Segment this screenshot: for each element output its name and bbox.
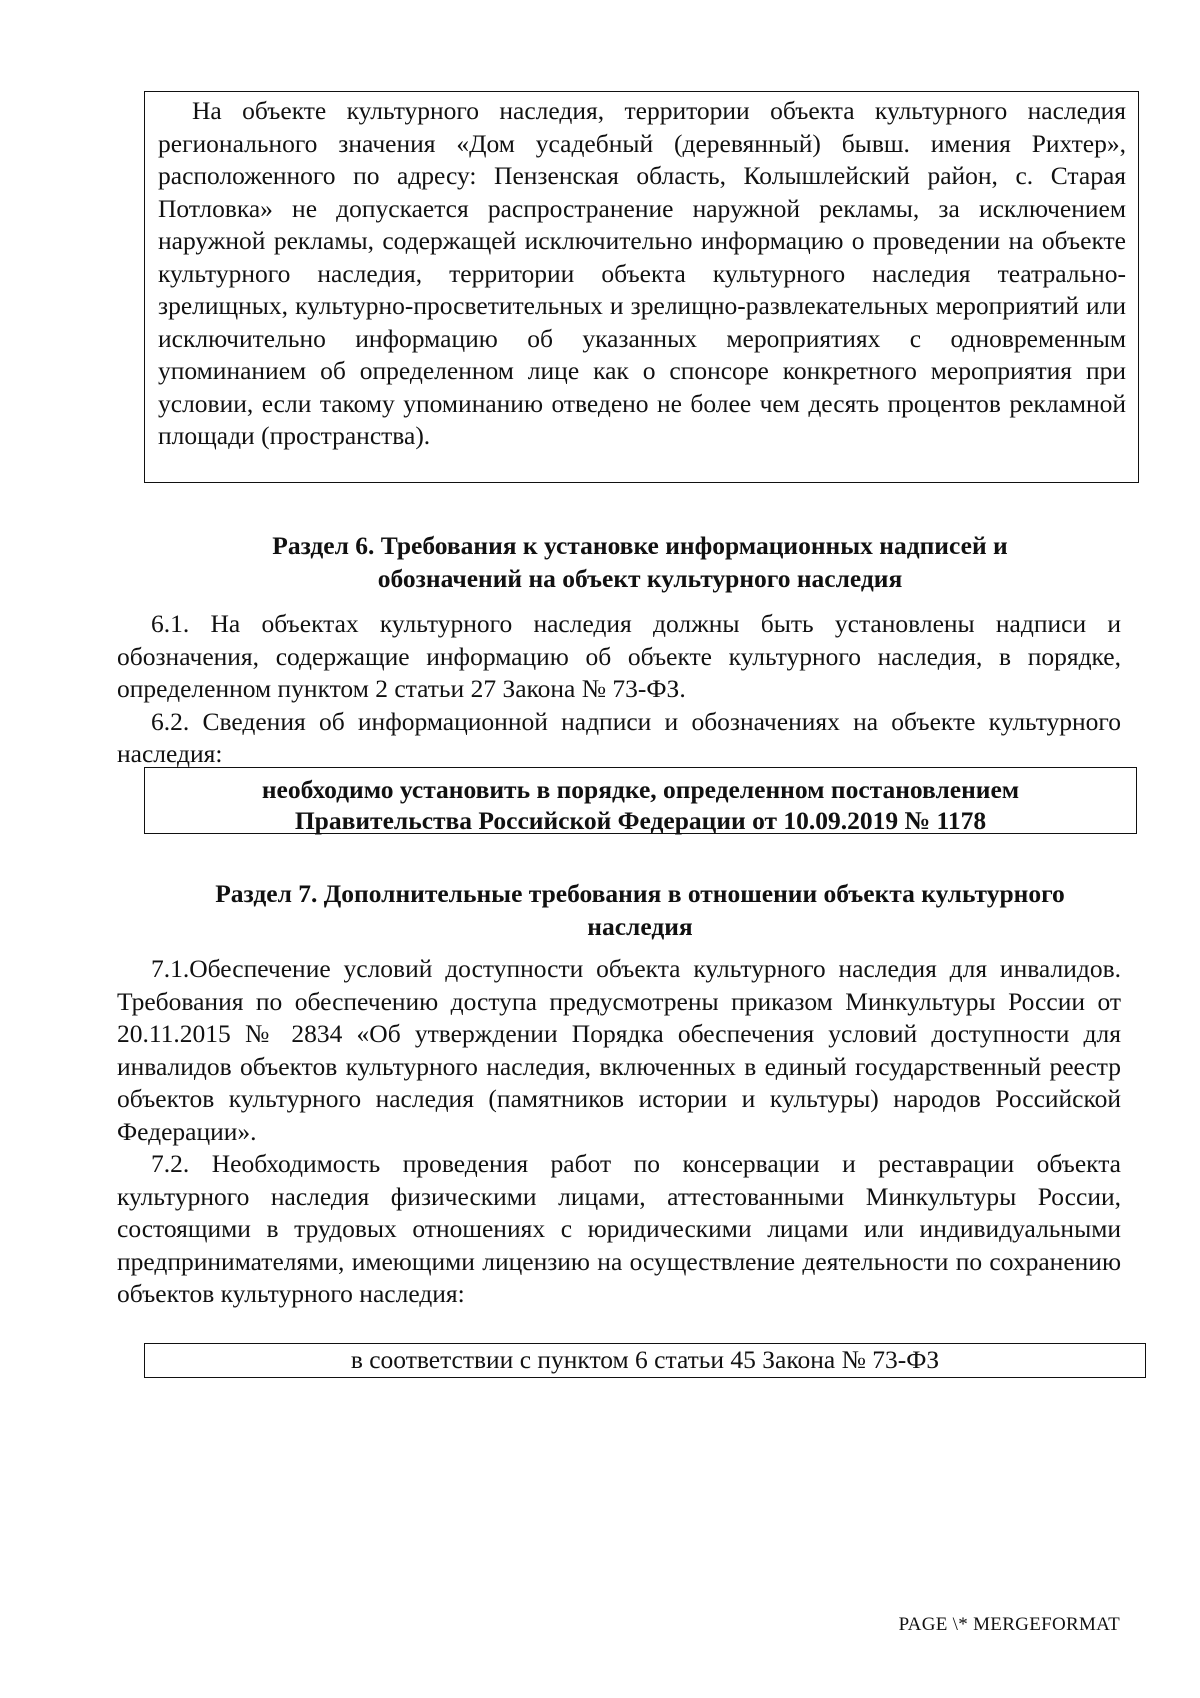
section-7-heading xyxy=(140,877,1140,943)
section-6-heading-line1: Раздел 6. Требования к установке информационных надписей и xyxy=(272,531,1008,560)
advertising-restriction-box xyxy=(144,91,1139,483)
paragraph-7-1: 7.1.Обеспечение условий доступности объекта культурного наследия для инвалидов. Требования по обеспечению доступа предусмотрены приказом Минкультуры России от 20.11.2015 № 2834 «Об утверждении Порядка обеспечения условий доступности для инвалидов объектов культурного наследия, включенных в единый государственный реестр объектов культурного наследия (памятников истории и культуры) народов Российской Федерации». xyxy=(117,954,1121,1146)
paragraph-7-2: 7.2. Необходимость проведения работ по консервации и реставрации объекта культурного наследия физическими лицами, аттестованными Минкультуры России, состоящими в трудовых отношениях с юридическими лицами или индивидуальными предпринимателями, имеющими лицензию на осуществление деятельности по сохранению объектов культурного наследия: xyxy=(117,1149,1121,1308)
section-7-body xyxy=(117,953,1121,1311)
inscription-requirement-box xyxy=(144,767,1137,834)
conservation-requirement-box xyxy=(144,1343,1146,1378)
inscription-requirement-line1: необходимо установить в порядке, определенном постановлением xyxy=(261,775,1020,804)
section-6-heading-line2: обозначений на объект культурного наследия xyxy=(377,564,903,593)
section-7-heading-line2: наследия xyxy=(587,912,693,941)
page-footer-field: PAGE \* MERGEFORMAT xyxy=(898,1614,1120,1635)
advertising-restriction-text: На объекте культурного наследия, территории объекта культурного наследия регионального значения «Дом усадебный (деревянный) бывш. имения Рихтер», расположенного по адресу: Пензенская область, Колышлейский район, с. Старая Потловка» не допускается распространение наружной рекламы, за исключением наружной рекламы, содержащей исключительно информацию о проведении на объекте культурного наследия, территории объекта культурного наследия театрально-зрелищных, культурно-просветительных и зрелищно-развлекательных мероприятий или исключительно информацию об указанных мероприятиях с одновременным упоминанием об определенном лице как о спонсоре конкретного мероприятия при условии, если такому упоминанию отведено не более чем десять процентов рекламной площади (пространства). xyxy=(158,96,1126,450)
inscription-requirement-line2: Правительства Российской Федерации от 10.09.2019 № 1178 xyxy=(294,806,987,835)
paragraph-6-2: 6.2. Сведения об информационной надписи и обозначениях на объекте культурного наследия: xyxy=(117,706,1121,768)
section-6-heading xyxy=(140,529,1140,595)
conservation-requirement-text: в соответствии с пунктом 6 статьи 45 Закона № 73-ФЗ xyxy=(350,1345,940,1374)
paragraph-6-1: 6.1. На объектах культурного наследия должны быть установлены надписи и обозначения, содержащие информацию об объекте культурного наследия, в порядке, определенном пунктом 2 статьи 27 Закона № 73-ФЗ. xyxy=(117,609,1121,703)
section-6-body xyxy=(117,608,1121,771)
section-7-heading-line1: Раздел 7. Дополнительные требования в отношении объекта культурного xyxy=(215,879,1065,908)
